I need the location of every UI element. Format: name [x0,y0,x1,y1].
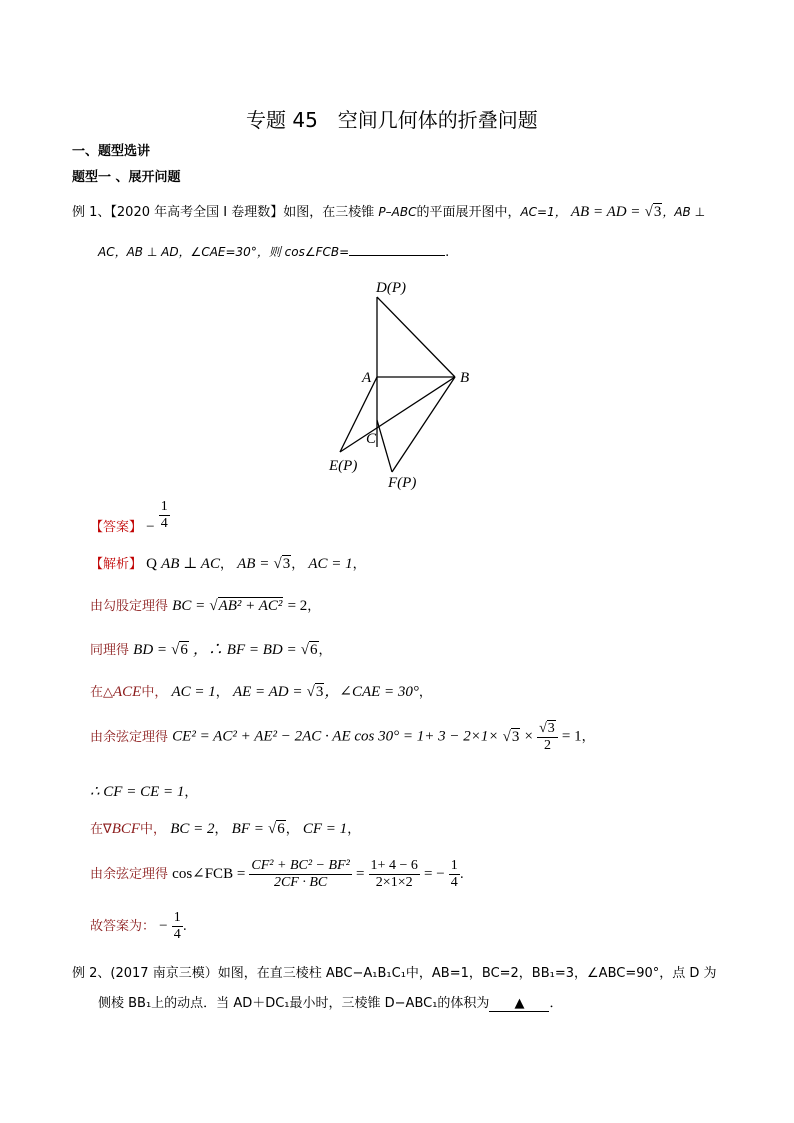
l3-sqrt1: 6 [180,642,188,658]
edge-e-b [340,377,455,452]
l2-radicand: AB² + AC² [218,598,283,614]
l7-c: BF = [231,821,264,837]
unfolding-figure [320,272,490,494]
l9-fraction [172,910,183,943]
solution-line-7: 在∇BCF中， BC = 2， BF = √6， CF = 1， [90,821,361,837]
l7-pre: 在∇ [90,822,112,837]
l9-num: 1 [173,910,181,925]
example-1-line-2 [98,243,449,260]
example-1-text-b: 的平面展开图中， [416,205,521,220]
l4-mid: 中， [141,685,168,700]
s1-b: ， [219,557,233,572]
label-e: E(P) [329,458,358,474]
l3-sqrt2: 6 [310,642,318,658]
l8-eq: = [355,866,365,882]
answer-blank [349,255,445,256]
l5-fraction: $\frac{√3}{2}$ [537,720,558,754]
edge-d-b [377,297,455,377]
l9-sign: − [159,918,168,934]
l2-pre: 由勾股定理得 [90,599,169,614]
example-2-text: 侧棱 BB₁上的动点．当 AD＋DC₁最小时，三棱锥 D−ABC₁的体积为 [98,996,490,1011]
l8-fraction-1 [249,858,351,891]
solution-line-9 [90,910,187,943]
l2-end: ， [307,599,321,614]
l8-f3-num: 1 [450,858,458,873]
l9-pre: 故答案为： [90,919,156,934]
answer-tag: 【答案】 [90,520,143,535]
page-title: 专题 45 空间几何体的折叠问题 [246,108,538,132]
solution-line-5: 由余弦定理得 CE² = AC² + AE² − 2AC · AE cos 30° = 1+ 3 − 2×1× √3 × $\frac{√3}{2}$ = 1， [90,721,595,753]
l4-a: AC = 1 [171,684,216,700]
l4-b: ， [215,685,229,700]
solution-tag: 【解析】 [90,557,143,572]
l8-eq2: = − [423,866,445,882]
l5-a: CE² = AC² + AE² − 2AC · AE cos 30° = 1+ 3 − 2×1× [172,728,499,745]
l3-b: ，∴ BF = BD = [193,642,297,658]
l5-pre: 由余弦定理得 [90,729,169,745]
label-d: D(P) [376,280,406,296]
example-1-line-1: 例 1、【2020 年高考全国 I 卷理数】如图，在三棱锥 P–ABC的平面展开图中，AC=1， AB = AD = √3，AB ⊥ [72,204,706,220]
solution-line-8 [90,858,464,891]
l2-bc: BC = [172,598,206,614]
answer-sign: − [146,519,155,535]
l8-f2-num: 1+ 4 − 6 [370,858,418,873]
l7-triangle: BCF [111,821,141,837]
section-heading: 一、题型选讲 [72,144,151,159]
s1-f: AC = 1 [308,556,353,572]
l3-pre: 同理得 [90,643,130,658]
example-1-text-a: 】如图，在三棱锥 [270,205,375,220]
l8-f3-den: 4 [450,875,458,890]
s1-c: AB = [237,556,270,572]
answer-numerator: 1 [160,499,168,514]
l6-end: ， [184,785,198,800]
l8-fraction-3 [449,858,460,891]
answer-denominator: 4 [160,516,168,531]
l6: ∴ CF = CE = 1 [90,784,185,800]
label-f: F(P) [388,475,417,491]
label-b: B [460,370,470,386]
example-2-blank-mark: ▲ [489,996,549,1012]
answer-fraction [159,499,170,532]
example-1-pabc: P–ABC [378,205,417,219]
example-1-ab-eq: AB = AD = [570,204,641,220]
l4-d: ，∠CAE = 30° [324,684,419,700]
l8-f1-den: 2CF · BC [249,874,351,891]
example-2-line-2 [98,992,562,1012]
solution-line-1: 【解析】 Q AB ⊥ AC， AB = √3， AC = 1， [90,556,366,572]
example-1-source: 2020 年高考全国 I 卷理数 [116,205,271,220]
example-1-ac: AC=1， [520,205,567,219]
l8-cos: cos∠FCB = [172,866,246,882]
l9-den: 4 [173,927,181,942]
l4-sqrt: 3 [315,684,324,700]
l8-f2-den: 2×1×2 [369,874,420,891]
example-1-end: . [445,245,450,260]
l3-end: ， [318,643,332,658]
l3-a: BD = [133,642,168,658]
l7-e: CF = 1 [302,821,348,837]
l8-pre: 由余弦定理得 [90,867,169,882]
example-1-text-2: AC，AB ⊥ AD，∠CAE=30°，则 cos∠FCB= [98,245,350,259]
l7-b: ， [214,822,228,837]
solution-line-6 [90,781,197,801]
l7-sqrt: 6 [277,821,285,837]
solution-line-4: 在△ACE中， AC = 1， AE = AD = √3，∠CAE = 30°， [90,684,432,700]
l8-f1-num: CF² + BC² − BF² [251,858,350,873]
l5-sqrt: 3 [511,728,520,745]
l7-mid: 中， [140,822,167,837]
edge-f-b [392,377,455,472]
because-symbol: Q [146,556,157,572]
l4-end: ， [418,685,432,700]
s1-sqrt: 3 [282,556,291,572]
l4-c: AE = AD = [232,684,303,700]
l8-fraction-2 [369,858,420,891]
s1-a: AB ⊥ AC [161,556,220,572]
l8-end: . [459,867,464,882]
l5-result: = 1 [561,728,582,745]
example-1-prefix: 例 1、【 [72,205,117,220]
l7-d: ， [285,822,299,837]
answer-line [90,499,170,535]
label-a: A [362,370,372,386]
l5-frac-num: 3 [547,721,555,736]
l5-frac-den: 2 [537,737,558,754]
topic-heading: 题型一 、展开问题 [72,170,181,185]
l5-end: ， [581,729,595,745]
l4-pre: 在△ [90,685,113,700]
example-1-ab-tail: ，AB ⊥ [662,205,706,219]
example-2-line-1: 例 2、(2017 南京三模）如图，在直三棱柱 ABC−A₁B₁C₁中，AB=1，BC=2，BB₁=3，∠ABC=90°，点 D 为 [72,966,717,981]
l9-end: . [182,919,187,934]
l7-a: BC = 2 [170,821,215,837]
l4-triangle: ACE [113,684,142,700]
s1-e: ， [291,557,305,572]
example-2-end: ． [549,996,563,1011]
solution-line-2: 由勾股定理得 BC = √AB² + AC² = 2， [90,598,321,614]
s1-g: ， [352,557,366,572]
example-1-sqrt3: 3 [653,204,662,220]
l7-end: ， [347,822,361,837]
l2-result: = 2 [287,598,308,614]
l5-times: × [524,728,533,745]
edge-c-f [377,420,392,472]
label-c: C [366,431,377,447]
solution-line-3: 同理得 BD = √6 ，∴ BF = BD = √6， [90,642,332,658]
